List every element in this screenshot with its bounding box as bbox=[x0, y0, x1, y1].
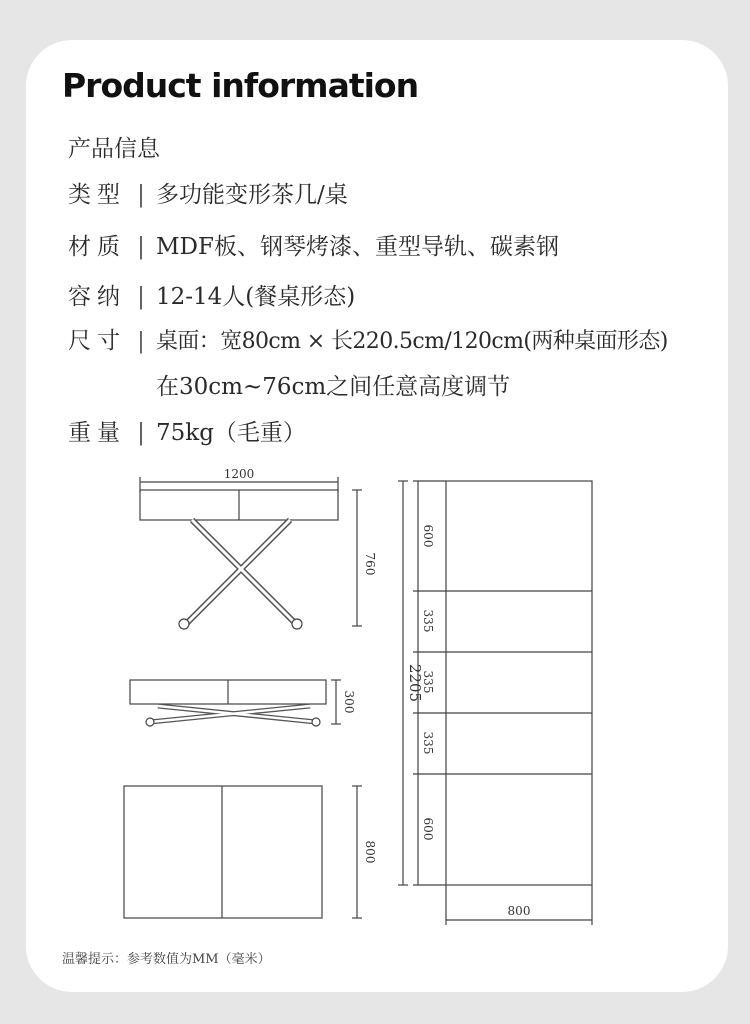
leg-a-inner bbox=[192, 520, 296, 624]
dim-label-depth: 800 bbox=[363, 840, 377, 864]
spec-value: MDF板、钢琴烤漆、重型导轨、碳素钢 bbox=[156, 234, 559, 260]
dim-label-width: 1200 bbox=[223, 467, 255, 481]
page-title: Product information bbox=[62, 66, 419, 105]
dim-label-total: 2205 bbox=[406, 663, 424, 703]
spec-value: 75kg（毛重） bbox=[156, 420, 306, 446]
dim-label-bottom-width: 800 bbox=[507, 904, 531, 918]
foot-right bbox=[312, 718, 320, 726]
dim-label-seg-5: 600 bbox=[421, 817, 435, 841]
foot-left bbox=[179, 619, 189, 629]
spec-label: 容纳 bbox=[68, 284, 126, 310]
dim-label-seg-2: 335 bbox=[421, 609, 435, 633]
dim-label-seg-4: 335 bbox=[421, 731, 435, 755]
spec-separator: | bbox=[137, 234, 145, 260]
leg-b-inner bbox=[186, 520, 290, 624]
spec-label: 重量 bbox=[68, 420, 126, 446]
dim-label-seg-3: 335 bbox=[421, 670, 435, 694]
spec-separator: | bbox=[137, 284, 145, 310]
spec-separator: | bbox=[137, 329, 145, 354]
spec-separator: | bbox=[137, 182, 145, 208]
dim-label-height-low: 300 bbox=[342, 690, 356, 714]
plan-view bbox=[124, 786, 322, 918]
spec-value: 桌面：宽80cm × 长220.5cm/120cm(两种桌面形态) bbox=[156, 329, 668, 354]
section-heading: 产品信息 bbox=[68, 136, 160, 162]
foot-right bbox=[292, 619, 302, 629]
extended-plan bbox=[446, 481, 592, 885]
spec-value: 12-14人(餐桌形态) bbox=[156, 284, 356, 310]
spec-label: 尺寸 bbox=[68, 328, 126, 354]
foot-left bbox=[146, 718, 154, 726]
spec-value: 多功能变形茶几/桌 bbox=[156, 182, 348, 208]
spec-label: 类型 bbox=[68, 182, 126, 208]
spec-size-height-range: 在30cm~76cm之间任意高度调节 bbox=[156, 374, 511, 400]
spec-label: 材质 bbox=[68, 234, 126, 260]
spec-separator: | bbox=[137, 420, 145, 446]
footer-note: 温馨提示：参考数值为MM（毫米） bbox=[62, 952, 271, 967]
dim-label-seg-1: 600 bbox=[421, 524, 435, 548]
dim-label-height-high: 760 bbox=[363, 552, 377, 576]
